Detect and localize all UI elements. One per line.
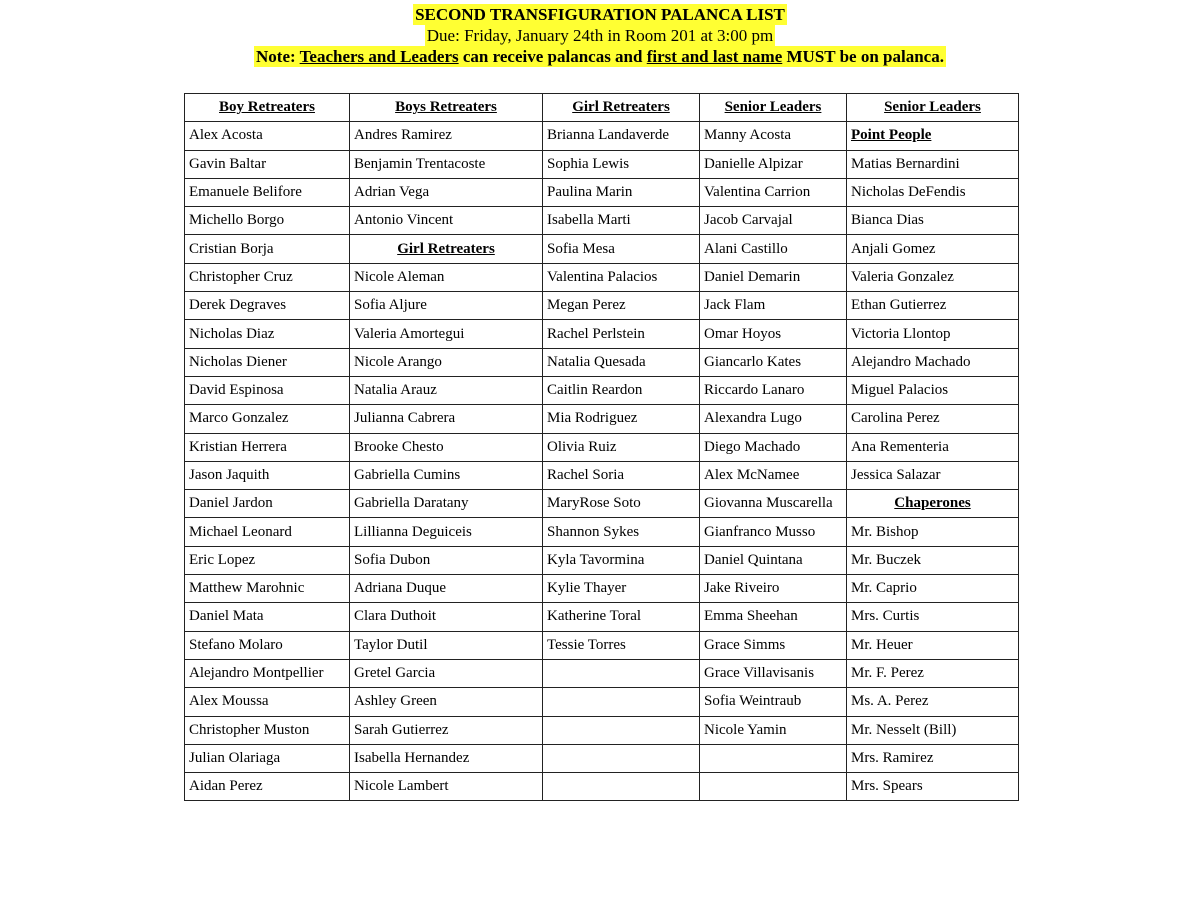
name-cell: Alexandra Lugo — [700, 405, 847, 433]
name-cell: Daniel Mata — [185, 603, 350, 631]
name-cell: Sofia Dubon — [350, 546, 543, 574]
name-cell: Matias Bernardini — [847, 150, 1019, 178]
column-header-senior-leaders-2: Senior Leaders — [847, 94, 1019, 122]
note-middle: can receive palancas and — [458, 47, 647, 66]
table-row — [185, 178, 1019, 206]
name-cell: Gretel Garcia — [350, 659, 543, 687]
name-cell: Aidan Perez — [185, 773, 350, 801]
name-cell: Valentina Carrion — [700, 178, 847, 206]
name-cell: Emanuele Belifore — [185, 178, 350, 206]
name-cell: Valeria Amortegui — [350, 320, 543, 348]
name-cell: Nicole Lambert — [350, 773, 543, 801]
table-row — [185, 546, 1019, 574]
name-cell: Sophia Lewis — [543, 150, 700, 178]
table-row — [185, 773, 1019, 801]
table-row — [185, 631, 1019, 659]
name-cell: Gavin Baltar — [185, 150, 350, 178]
table-row — [185, 320, 1019, 348]
name-cell: Rachel Perlstein — [543, 320, 700, 348]
name-cell: Valeria Gonzalez — [847, 263, 1019, 291]
document-title: SECOND TRANSFIGURATION PALANCA LIST — [415, 5, 785, 24]
name-cell: Nicole Yamin — [700, 716, 847, 744]
section-subheader: Chaperones — [847, 490, 1019, 518]
name-cell: Michello Borgo — [185, 207, 350, 235]
name-cell: Jessica Salazar — [847, 461, 1019, 489]
name-cell: Mr. Caprio — [847, 575, 1019, 603]
table-row — [185, 518, 1019, 546]
name-cell: Julian Olariaga — [185, 744, 350, 772]
name-cell: Alex McNamee — [700, 461, 847, 489]
table-row — [185, 659, 1019, 687]
name-cell: Brooke Chesto — [350, 433, 543, 461]
name-cell: Julianna Cabrera — [350, 405, 543, 433]
name-cell: Mrs. Spears — [847, 773, 1019, 801]
name-cell: Mr. Bishop — [847, 518, 1019, 546]
note-line — [254, 46, 946, 67]
name-cell: Eric Lopez — [185, 546, 350, 574]
name-cell: Kylie Thayer — [543, 575, 700, 603]
empty-cell — [700, 773, 847, 801]
palanca-table — [184, 93, 1019, 801]
name-cell: Gianfranco Musso — [700, 518, 847, 546]
name-cell: Emma Sheehan — [700, 603, 847, 631]
name-cell: Stefano Molaro — [185, 631, 350, 659]
name-cell: Matthew Marohnic — [185, 575, 350, 603]
name-cell: Grace Simms — [700, 631, 847, 659]
table-row — [185, 348, 1019, 376]
name-cell: Tessie Torres — [543, 631, 700, 659]
name-cell: Sofia Weintraub — [700, 688, 847, 716]
column-header-girl-retreaters: Girl Retreaters — [543, 94, 700, 122]
name-cell: Danielle Alpizar — [700, 150, 847, 178]
table-row — [185, 235, 1019, 263]
name-cell: Gabriella Daratany — [350, 490, 543, 518]
name-cell: David Espinosa — [185, 376, 350, 404]
empty-cell — [543, 716, 700, 744]
table-row — [185, 207, 1019, 235]
empty-cell — [543, 659, 700, 687]
name-cell: Isabella Marti — [543, 207, 700, 235]
column-header-boys-retreaters: Boys Retreaters — [350, 94, 543, 122]
name-cell: Natalia Quesada — [543, 348, 700, 376]
name-cell: Cristian Borja — [185, 235, 350, 263]
table-row — [185, 744, 1019, 772]
empty-cell — [543, 744, 700, 772]
name-cell: Valentina Palacios — [543, 263, 700, 291]
name-cell: Nicholas DeFendis — [847, 178, 1019, 206]
table-row — [185, 263, 1019, 291]
name-cell: Marco Gonzalez — [185, 405, 350, 433]
name-cell: Mia Rodriguez — [543, 405, 700, 433]
name-cell: Mr. F. Perez — [847, 659, 1019, 687]
name-cell: Antonio Vincent — [350, 207, 543, 235]
name-cell: Taylor Dutil — [350, 631, 543, 659]
name-cell: Manny Acosta — [700, 122, 847, 150]
name-cell: Kristian Herrera — [185, 433, 350, 461]
table-row — [185, 150, 1019, 178]
table-row — [185, 716, 1019, 744]
name-cell: Katherine Toral — [543, 603, 700, 631]
name-cell: Mr. Heuer — [847, 631, 1019, 659]
name-cell: Ana Rementeria — [847, 433, 1019, 461]
name-cell: Sarah Gutierrez — [350, 716, 543, 744]
name-cell: Daniel Jardon — [185, 490, 350, 518]
name-cell: Sofia Aljure — [350, 292, 543, 320]
table-row — [185, 490, 1019, 518]
empty-cell — [543, 688, 700, 716]
name-cell: Giancarlo Kates — [700, 348, 847, 376]
document-header — [0, 4, 1200, 67]
name-cell: Mr. Buczek — [847, 546, 1019, 574]
name-cell: Giovanna Muscarella — [700, 490, 847, 518]
name-cell: Jack Flam — [700, 292, 847, 320]
name-cell: Riccardo Lanaro — [700, 376, 847, 404]
name-cell: Anjali Gomez — [847, 235, 1019, 263]
table-row — [185, 405, 1019, 433]
name-cell: Nicholas Diener — [185, 348, 350, 376]
name-cell: Gabriella Cumins — [350, 461, 543, 489]
name-cell: Miguel Palacios — [847, 376, 1019, 404]
table-row — [185, 575, 1019, 603]
section-subheader: Girl Retreaters — [350, 235, 543, 263]
name-cell: Nicole Arango — [350, 348, 543, 376]
note-underline-teachers: Teachers and Leaders — [299, 47, 459, 66]
empty-cell — [543, 773, 700, 801]
name-cell: Grace Villavisanis — [700, 659, 847, 687]
name-cell: Paulina Marin — [543, 178, 700, 206]
name-cell: Brianna Landaverde — [543, 122, 700, 150]
name-cell: Daniel Quintana — [700, 546, 847, 574]
name-cell: Alex Moussa — [185, 688, 350, 716]
name-cell: Megan Perez — [543, 292, 700, 320]
name-cell: Alejandro Montpellier — [185, 659, 350, 687]
table-row — [185, 688, 1019, 716]
name-cell: Caitlin Reardon — [543, 376, 700, 404]
note-prefix: Note: — [256, 47, 300, 66]
name-cell: Adriana Duque — [350, 575, 543, 603]
name-cell: Victoria Llontop — [847, 320, 1019, 348]
name-cell: Benjamin Trentacoste — [350, 150, 543, 178]
table-row — [185, 433, 1019, 461]
name-cell: Alani Castillo — [700, 235, 847, 263]
note-suffix: MUST be on palanca. — [782, 47, 944, 66]
name-cell: Mrs. Ramirez — [847, 744, 1019, 772]
name-cell: Omar Hoyos — [700, 320, 847, 348]
empty-cell — [700, 744, 847, 772]
table-header-row — [185, 94, 1019, 122]
name-cell: Andres Ramirez — [350, 122, 543, 150]
name-cell: Nicole Aleman — [350, 263, 543, 291]
name-cell: Christopher Muston — [185, 716, 350, 744]
name-cell: Ethan Gutierrez — [847, 292, 1019, 320]
name-cell: Michael Leonard — [185, 518, 350, 546]
name-cell: MaryRose Soto — [543, 490, 700, 518]
name-cell: Ms. A. Perez — [847, 688, 1019, 716]
note-underline-name: first and last name — [646, 47, 783, 66]
column-header-senior-leaders: Senior Leaders — [700, 94, 847, 122]
name-cell: Sofia Mesa — [543, 235, 700, 263]
column-header-boy-retreaters: Boy Retreaters — [185, 94, 350, 122]
name-cell: Daniel Demarin — [700, 263, 847, 291]
name-cell: Christopher Cruz — [185, 263, 350, 291]
name-cell: Adrian Vega — [350, 178, 543, 206]
name-cell: Ashley Green — [350, 688, 543, 716]
name-cell: Nicholas Diaz — [185, 320, 350, 348]
name-cell: Carolina Perez — [847, 405, 1019, 433]
name-cell: Alex Acosta — [185, 122, 350, 150]
table-row — [185, 292, 1019, 320]
name-cell: Kyla Tavormina — [543, 546, 700, 574]
name-cell: Shannon Sykes — [543, 518, 700, 546]
name-cell: Jacob Carvajal — [700, 207, 847, 235]
name-cell: Jason Jaquith — [185, 461, 350, 489]
name-cell: Isabella Hernandez — [350, 744, 543, 772]
name-cell: Diego Machado — [700, 433, 847, 461]
name-cell: Clara Duthoit — [350, 603, 543, 631]
section-subheader: Point People — [847, 122, 1019, 150]
table-row — [185, 461, 1019, 489]
name-cell: Olivia Ruiz — [543, 433, 700, 461]
name-cell: Mr. Nesselt (Bill) — [847, 716, 1019, 744]
name-cell: Alejandro Machado — [847, 348, 1019, 376]
name-cell: Rachel Soria — [543, 461, 700, 489]
name-cell: Mrs. Curtis — [847, 603, 1019, 631]
table-row — [185, 376, 1019, 404]
table-row — [185, 122, 1019, 150]
due-date-line: Due: Friday, January 24th in Room 201 at 3:00 pm — [426, 26, 774, 45]
name-cell: Bianca Dias — [847, 207, 1019, 235]
name-cell: Derek Degraves — [185, 292, 350, 320]
name-cell: Lillianna Deguiceis — [350, 518, 543, 546]
table-row — [185, 603, 1019, 631]
name-cell: Natalia Arauz — [350, 376, 543, 404]
name-cell: Jake Riveiro — [700, 575, 847, 603]
